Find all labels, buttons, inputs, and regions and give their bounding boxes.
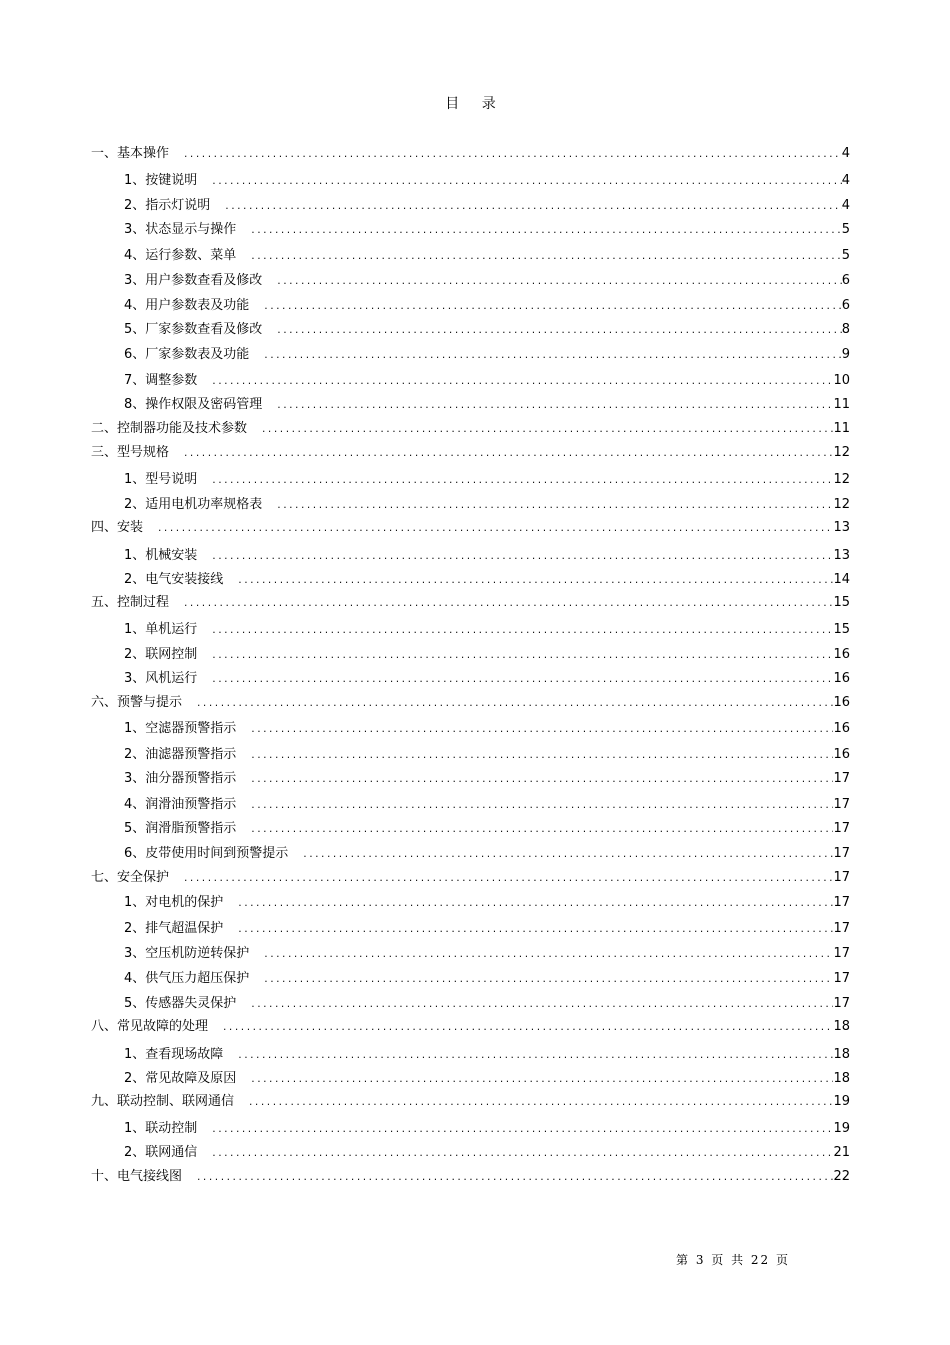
toc-section-entry: [124, 820, 850, 838]
toc-entry-label: 1、单机运行: [124, 622, 198, 637]
toc-entry-page-number: 16: [833, 671, 850, 686]
toc-entry-label: 4、供气压力超压保护: [124, 971, 250, 986]
toc-title: 目 录: [445, 96, 505, 112]
toc-entry-label: 四、安装: [91, 520, 144, 535]
toc-leader-dots: [250, 224, 841, 238]
toc-entry-page-number: 12: [833, 472, 850, 487]
toc-section-entry: [124, 1144, 850, 1162]
toc-entry-page-number: 17: [833, 921, 850, 936]
toc-section-entry: [124, 720, 850, 738]
toc-section-entry: [124, 321, 850, 339]
toc-section-entry: [124, 621, 850, 639]
toc-leader-dots: [157, 522, 833, 536]
toc-section-entry: [124, 845, 850, 863]
toc-leader-dots: [211, 1123, 833, 1137]
toc-entry-label: 3、空压机防逆转保护: [124, 946, 250, 961]
toc-entry-page-number: 17: [833, 846, 850, 861]
toc-section-entry: [124, 995, 850, 1013]
toc-leader-dots: [250, 1073, 833, 1087]
toc-leader-dots: [250, 998, 833, 1012]
toc-entry-label: 1、机械安装: [124, 548, 198, 563]
toc-entry-page-number: 18: [833, 1071, 850, 1086]
toc-leader-dots: [263, 973, 833, 987]
toc-entry-label: 六、预警与提示: [91, 695, 183, 710]
toc-entry-page-number: 11: [833, 397, 850, 412]
toc-leader-dots: [211, 175, 841, 189]
toc-entry-label: 2、排气超温保护: [124, 921, 224, 936]
toc-entry-label: 二、控制器功能及技术参数: [91, 421, 248, 436]
toc-entry-label: 3、状态显示与操作: [124, 222, 237, 237]
toc-entry-label: 一、基本操作: [91, 146, 170, 161]
toc-section-entry: [124, 770, 850, 788]
toc-entry-label: 3、风机运行: [124, 671, 198, 686]
toc-entry-page-number: 19: [833, 1121, 850, 1136]
toc-chapter-entry: [91, 1093, 850, 1111]
toc-entry-label: 7、调整参数: [124, 373, 198, 388]
toc-chapter-entry: [91, 145, 850, 163]
toc-entry-label: 1、查看现场故障: [124, 1047, 224, 1062]
toc-chapter-entry: [91, 1018, 850, 1036]
toc-entry-label: 4、润滑油预警指示: [124, 797, 237, 812]
toc-entry-page-number: 17: [833, 895, 850, 910]
toc-entry-page-number: 17: [833, 797, 850, 812]
toc-entry-page-number: 15: [833, 595, 850, 610]
toc-entry-label: 八、常见故障的处理: [91, 1019, 209, 1034]
toc-entry-page-number: 17: [833, 821, 850, 836]
toc-leader-dots: [211, 375, 833, 389]
toc-chapter-entry: [91, 694, 850, 712]
toc-leader-dots: [183, 597, 833, 611]
toc-entry-label: 1、空滤器预警指示: [124, 721, 237, 736]
toc-entry-label: 2、电气安装接线: [124, 572, 224, 587]
toc-section-entry: [124, 221, 850, 239]
toc-entry-label: 5、厂家参数查看及修改: [124, 322, 263, 337]
toc-section-entry: [124, 297, 850, 315]
toc-entry-label: 2、联网通信: [124, 1145, 198, 1160]
toc-leader-dots: [263, 300, 841, 314]
toc-leader-dots: [183, 872, 833, 886]
toc-entry-page-number: 16: [833, 747, 850, 762]
toc-entry-label: 5、传感器失灵保护: [124, 996, 237, 1011]
toc-entry-label: 1、按键说明: [124, 173, 198, 188]
toc-leader-dots: [196, 697, 833, 711]
toc-leader-dots: [250, 773, 833, 787]
toc-section-entry: [124, 197, 850, 215]
toc-entry-label: 1、型号说明: [124, 472, 198, 487]
toc-entry-label: 2、联网控制: [124, 647, 198, 662]
toc-section-entry: [124, 1120, 850, 1138]
toc-leader-dots: [250, 799, 833, 813]
toc-leader-dots: [211, 474, 833, 488]
toc-entry-page-number: 13: [833, 548, 850, 563]
toc-entry-label: 5、润滑脂预警指示: [124, 821, 237, 836]
toc-leader-dots: [248, 1096, 833, 1110]
toc-entry-page-number: 17: [833, 971, 850, 986]
toc-chapter-entry: [91, 1168, 850, 1186]
toc-entry-label: 2、指示灯说明: [124, 198, 211, 213]
toc-entry-page-number: 19: [833, 1094, 850, 1109]
toc-entry-label: 3、用户参数查看及修改: [124, 273, 263, 288]
toc-leader-dots: [211, 1147, 833, 1161]
toc-chapter-entry: [91, 420, 850, 438]
toc-section-entry: [124, 496, 850, 514]
toc-entry-label: 十、电气接线图: [91, 1169, 183, 1184]
toc-entry-label: 2、油滤器预警指示: [124, 747, 237, 762]
toc-chapter-entry: [91, 519, 850, 537]
toc-leader-dots: [250, 749, 833, 763]
toc-entry-page-number: 17: [833, 996, 850, 1011]
toc-entry-page-number: 17: [833, 771, 850, 786]
toc-entry-page-number: 6: [841, 273, 850, 288]
toc-entry-page-number: 10: [833, 373, 850, 388]
toc-entry-page-number: 11: [833, 421, 850, 436]
toc-entry-label: 2、常见故障及原因: [124, 1071, 237, 1086]
toc-section-entry: [124, 894, 850, 912]
toc-leader-dots: [237, 923, 833, 937]
toc-entry-page-number: 16: [833, 647, 850, 662]
toc-entry-label: 2、适用电机功率规格表: [124, 497, 263, 512]
toc-section-entry: [124, 670, 850, 688]
toc-section-entry: [124, 346, 850, 364]
toc-leader-dots: [237, 574, 833, 588]
toc-section-entry: [124, 471, 850, 489]
toc-entry-page-number: 13: [833, 520, 850, 535]
toc-entry-page-number: 8: [841, 322, 850, 337]
toc-section-entry: [124, 796, 850, 814]
toc-entry-page-number: 5: [841, 248, 850, 263]
toc-section-entry: [124, 172, 850, 190]
toc-leader-dots: [224, 200, 841, 214]
toc-entry-label: 九、联动控制、联网通信: [91, 1094, 235, 1109]
toc-section-entry: [124, 571, 850, 589]
toc-section-entry: [124, 1046, 850, 1064]
toc-entry-page-number: 18: [833, 1019, 850, 1034]
toc-leader-dots: [276, 499, 833, 513]
toc-entry-page-number: 22: [833, 1169, 850, 1184]
toc-entry-label: 1、联动控制: [124, 1121, 198, 1136]
toc-section-entry: [124, 646, 850, 664]
toc-leader-dots: [250, 723, 833, 737]
toc-leader-dots: [222, 1021, 833, 1035]
toc-entry-page-number: 14: [833, 572, 850, 587]
toc-entry-label: 1、对电机的保护: [124, 895, 224, 910]
toc-section-entry: [124, 547, 850, 565]
toc-leader-dots: [302, 848, 833, 862]
toc-leader-dots: [183, 447, 833, 461]
toc-section-entry: [124, 945, 850, 963]
toc-entry-page-number: 4: [841, 198, 850, 213]
toc-entry-page-number: 15: [833, 622, 850, 637]
toc-leader-dots: [276, 275, 841, 289]
toc-leader-dots: [211, 624, 833, 638]
toc-leader-dots: [263, 948, 833, 962]
toc-leader-dots: [250, 250, 841, 264]
toc-entry-page-number: 12: [833, 445, 850, 460]
toc-section-entry: [124, 920, 850, 938]
toc-leader-dots: [276, 399, 833, 413]
toc-entry-label: 三、型号规格: [91, 445, 170, 460]
toc-entry-label: 8、操作权限及密码管理: [124, 397, 263, 412]
toc-entry-page-number: 17: [833, 870, 850, 885]
toc-leader-dots: [276, 324, 841, 338]
toc-entry-page-number: 4: [841, 146, 850, 161]
toc-entry-label: 6、厂家参数表及功能: [124, 347, 250, 362]
toc-section-entry: [124, 1070, 850, 1088]
toc-entry-page-number: 17: [833, 946, 850, 961]
toc-entry-page-number: 9: [841, 347, 850, 362]
toc-entry-page-number: 4: [841, 173, 850, 188]
toc-entry-label: 五、控制过程: [91, 595, 170, 610]
toc-chapter-entry: [91, 869, 850, 887]
toc-leader-dots: [237, 1049, 833, 1063]
toc-entry-label: 6、皮带使用时间到预警提示: [124, 846, 289, 861]
toc-section-entry: [124, 970, 850, 988]
toc-leader-dots: [237, 897, 833, 911]
toc-section-entry: [124, 247, 850, 265]
toc-entry-page-number: 6: [841, 298, 850, 313]
toc-leader-dots: [211, 649, 833, 663]
toc-leader-dots: [263, 349, 841, 363]
toc-section-entry: [124, 746, 850, 764]
toc-entry-page-number: 12: [833, 497, 850, 512]
toc-entry-label: 4、运行参数、菜单: [124, 248, 237, 263]
toc-section-entry: [124, 272, 850, 290]
toc-entry-page-number: 21: [833, 1145, 850, 1160]
toc-leader-dots: [211, 673, 833, 687]
toc-leader-dots: [250, 823, 833, 837]
toc-leader-dots: [183, 148, 842, 162]
toc-leader-dots: [261, 423, 833, 437]
toc-leader-dots: [196, 1171, 833, 1185]
toc-leader-dots: [211, 550, 833, 564]
toc-entry-page-number: 16: [833, 721, 850, 736]
toc-chapter-entry: [91, 444, 850, 462]
toc-entry-label: 七、安全保护: [91, 870, 170, 885]
toc-section-entry: [124, 372, 850, 390]
page-footer: 第 3 页 共 22 页: [676, 1253, 790, 1267]
toc-entry-label: 4、用户参数表及功能: [124, 298, 250, 313]
toc-entry-page-number: 18: [833, 1047, 850, 1062]
toc-entry-page-number: 5: [841, 222, 850, 237]
toc-entry-label: 3、油分器预警指示: [124, 771, 237, 786]
toc-section-entry: [124, 396, 850, 414]
toc-entry-page-number: 16: [833, 695, 850, 710]
toc-chapter-entry: [91, 594, 850, 612]
